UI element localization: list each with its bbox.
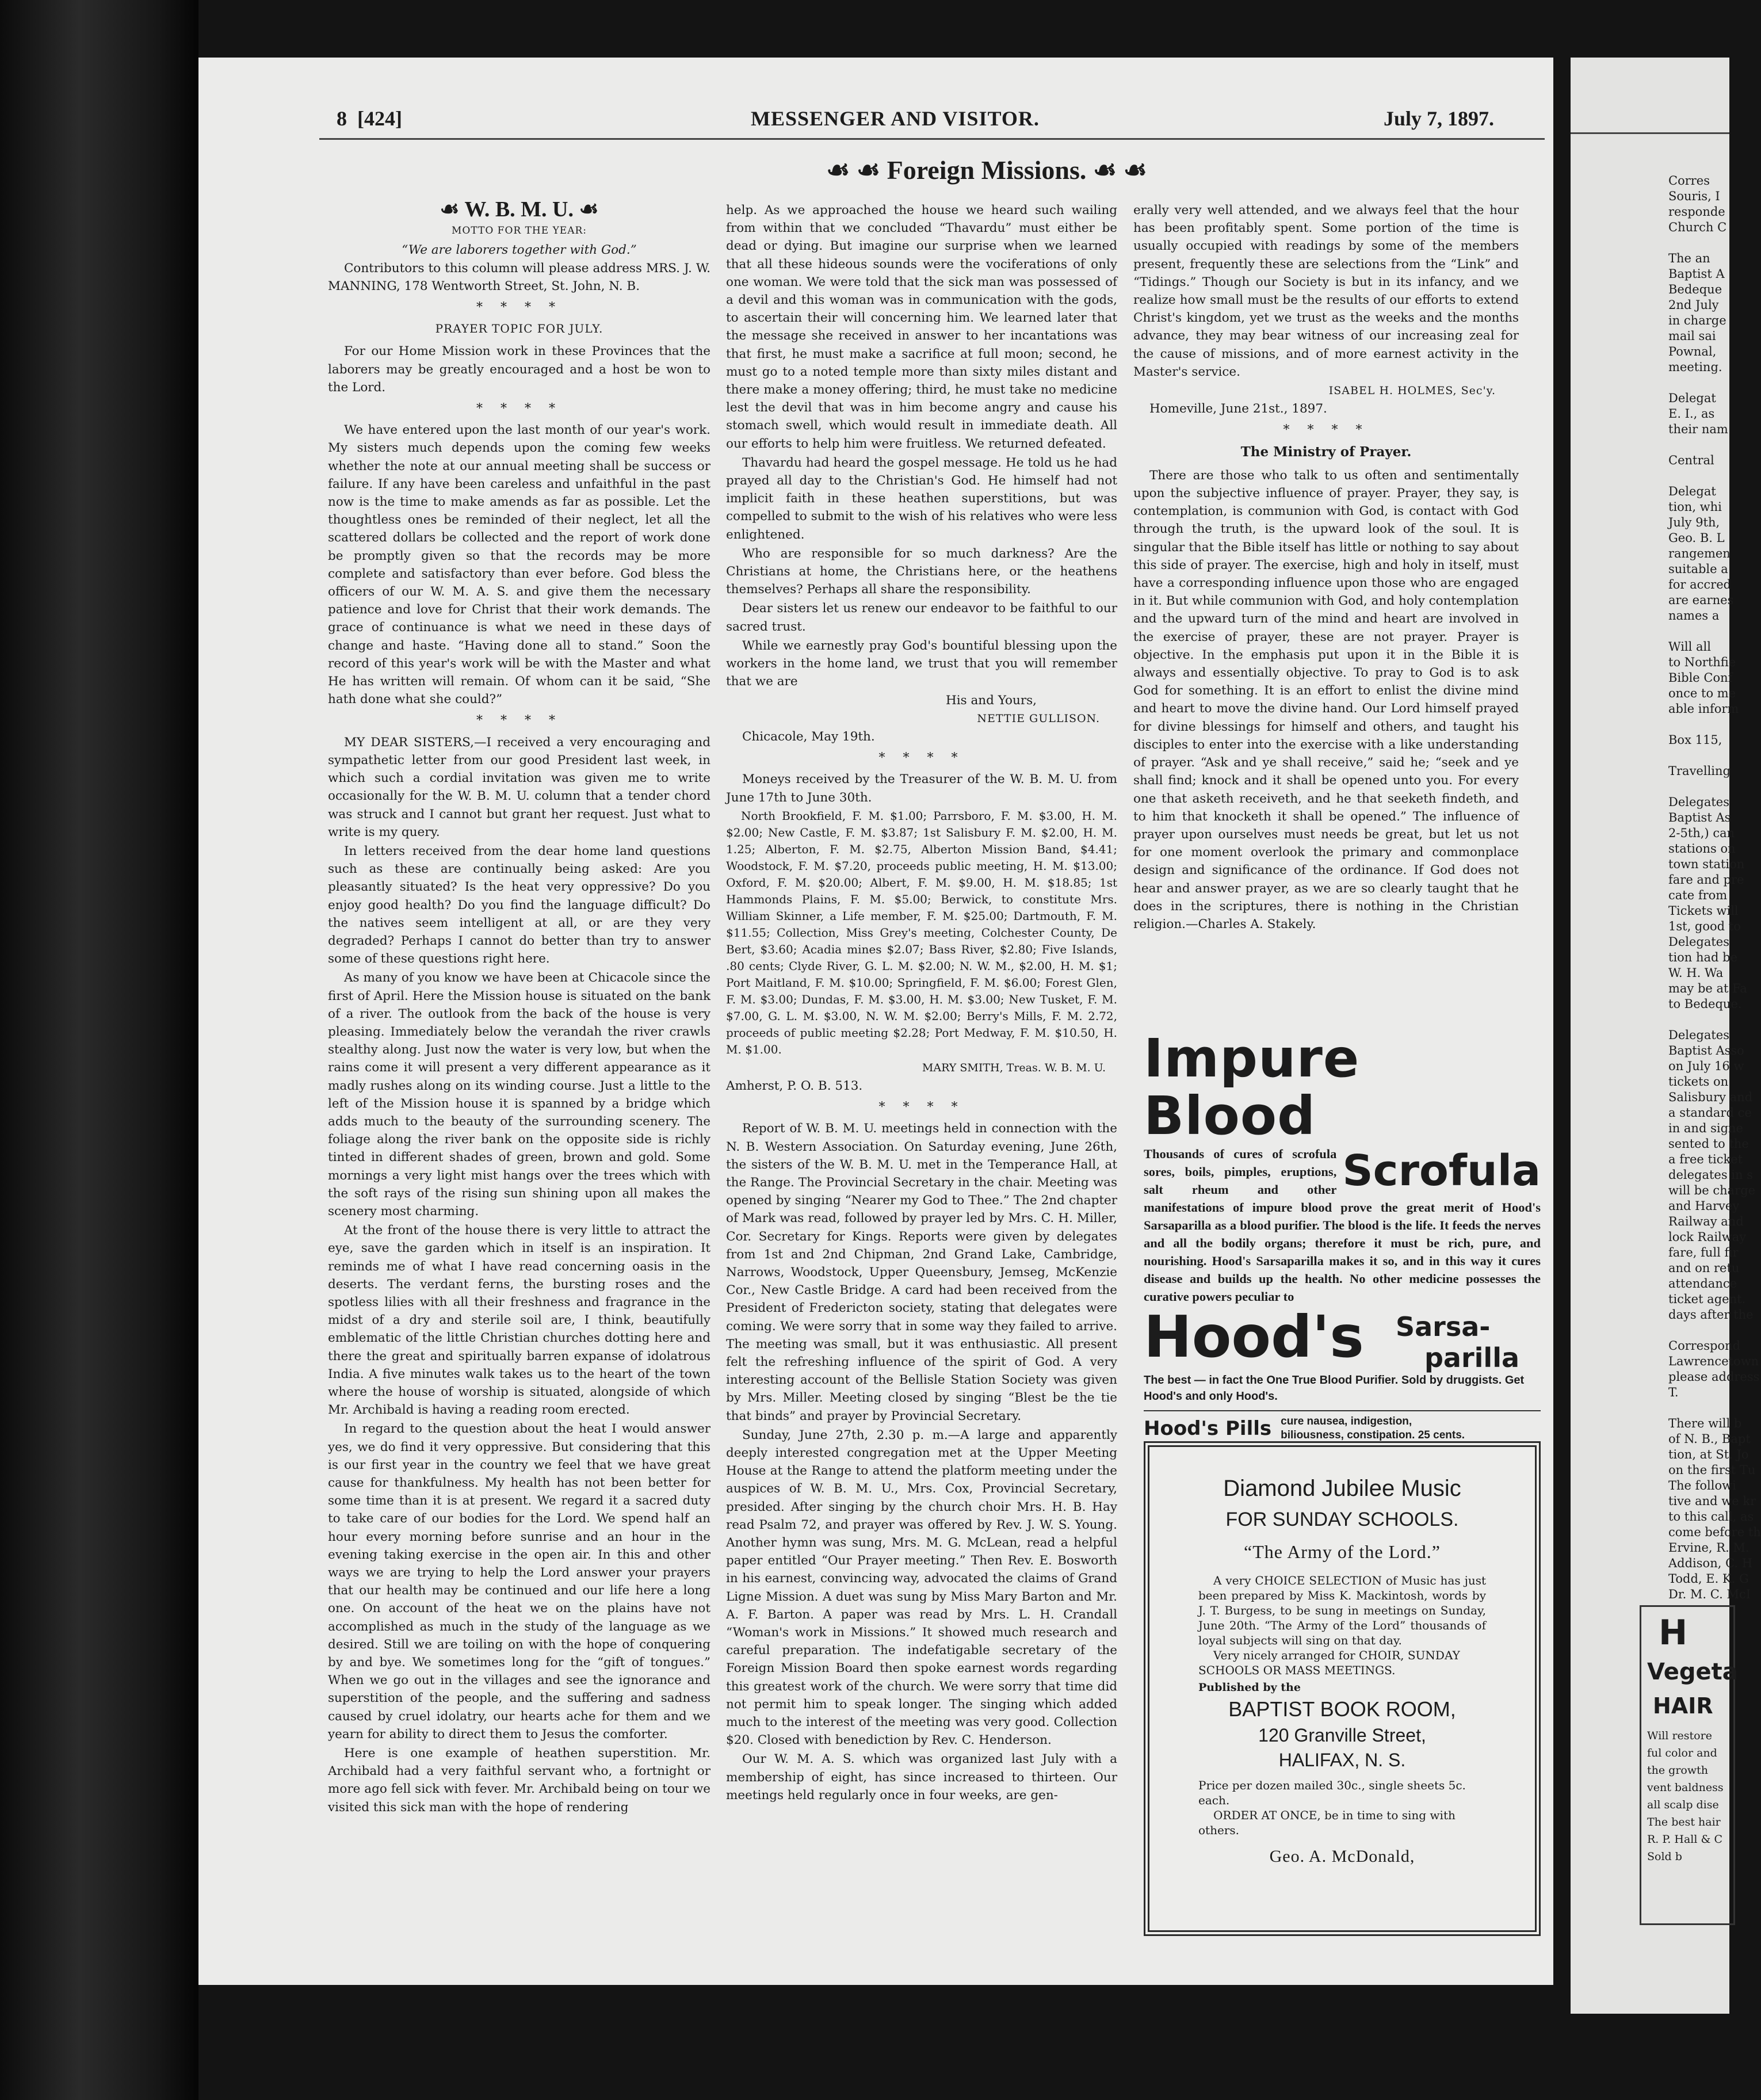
- letter-paragraph: At the front of the house there is very little to attract the eye, save the garden which in itself is an inspiration. It reminds me of what I have read concerning oasis in the deserts. The verdant ferns, the bursting roses and the spotless lilies with all their freshness and fragrance in the midst of a dry and sterile soil are, I think, beautifully emblematic of the little Christian churches dotting here and there the great and spiritually barren expanse of idolatrous India. A five minutes walk takes us to the heart of the town where the house of worship is situated, alongside of which Mr. Archibald is having a reading room erected.: [328, 1223, 710, 1418]
- motto: “We are laborers together with God.”: [402, 243, 637, 258]
- facing-page-line: E. I., as: [1668, 407, 1715, 421]
- facing-page-line: Delegat: [1668, 391, 1716, 405]
- ad-brand-sub: parilla: [1424, 1342, 1519, 1373]
- letter-paragraph: Here is one example of heathen superstition. Mr. Archibald had a very faithful servant who, a fortnight or more ago fell sick with fever. Mr. Archibald being on tour we visited this sick man with the hope of rendering: [328, 1746, 710, 1815]
- facing-page-line: rangemen: [1668, 547, 1731, 560]
- letter-paragraph: Thavardu had heard the gospel message. He told us he had prayed all day to the Christian's God. He himself had not implicit faith in these heathen superstitions, but was compelled to submit to the wish of his relatives who were less enlightened.: [726, 455, 1117, 542]
- letter-signature: NETTIE GULLISON.: [977, 712, 1100, 725]
- facing-page-line: delegates in s: [1668, 1168, 1753, 1182]
- facing-page-line: and on retu: [1668, 1261, 1740, 1275]
- facing-page-line: Delegat: [1668, 484, 1716, 498]
- facing-page-line: for accred: [1668, 578, 1732, 591]
- facing-page-line: may be at Fa: [1668, 982, 1747, 995]
- ad-pills-text: cure nausea, indigestion, biliousness, constipation. 25 cents.: [1281, 1415, 1465, 1441]
- ad-word: HAIR: [1653, 1693, 1713, 1719]
- facing-page-line: tion, whi: [1668, 500, 1722, 514]
- star-divider: * * * *: [476, 713, 562, 728]
- facing-page-line: Salisbury and: [1668, 1090, 1753, 1104]
- header-rule: [319, 138, 1545, 140]
- facing-page-line: once to me: [1668, 686, 1736, 700]
- facing-page-line: in charge: [1668, 314, 1726, 327]
- page-number: 8 [424]: [337, 107, 402, 130]
- facing-page-line: a free ticket: [1668, 1152, 1743, 1166]
- facing-page-line: Lawrencetown: [1668, 1354, 1759, 1368]
- prayer-topic-heading: PRAYER TOPIC FOR JULY.: [435, 322, 603, 336]
- facing-page-line: Addison, C. H: [1668, 1556, 1753, 1570]
- facing-page-line: Correspond: [1668, 1339, 1741, 1353]
- ornament-right: ☙ ☙: [1092, 155, 1147, 185]
- letter-paragraph: As many of you know we have been at Chicacole since the first of April. Here the Mission house is situated on the bank of a river. The outlook from the back of the house is very pleasing. Immediately below the verandah the river crawls stealthy along. Just now the water is very low, but when the rains come it will present a very different appearance as it madly rushes along on its winding course. Just a little to the left of the Mission house it is spanned by a bridge which adds much to the beauty of the surrounding scenery. The foliage along the river bank on the opposite side is richly tinted in different shades of green, brown and gold. Some mornings a very light mist hangs over the trees which with the soft rays of the rising sun shining upon all makes the scenery most charming.: [328, 971, 710, 1219]
- facing-page-line: to Bedeque.: [1668, 997, 1742, 1011]
- facing-page-line: to Northfie: [1668, 655, 1736, 669]
- letter-paragraph: MY DEAR SISTERS,—I received a very encouraging and sympathetic letter from our good President last week, in which such a cordial invitation was given me to write occasionally for the W. B. M. U. column that a tender chord was struck and I cannot but grant her request. Just what to write is my query.: [328, 735, 710, 839]
- column-3: [1133, 201, 1519, 1156]
- facing-page-line: stations on: [1668, 842, 1736, 856]
- facing-page-ad-line: R. P. Hall & C: [1647, 1833, 1722, 1846]
- facing-page-line: Railway and: [1668, 1215, 1744, 1228]
- ad-order: ORDER AT ONCE, be in time to sing with others.: [1198, 1808, 1456, 1837]
- ad-headline: Impure Blood: [1144, 1028, 1360, 1147]
- facing-page-line: Central: [1668, 453, 1714, 467]
- ad-letter: H: [1659, 1613, 1688, 1653]
- facing-page-line: of N. B., Bapt: [1668, 1432, 1751, 1446]
- ad-published: Published by the: [1198, 1681, 1301, 1694]
- facing-page-line: There will b: [1668, 1416, 1742, 1430]
- facing-page-line: ticket agent.: [1668, 1292, 1746, 1306]
- facing-page-line: Pownal,: [1668, 345, 1717, 358]
- facing-page-line: tive and we kr: [1668, 1494, 1756, 1508]
- ornament-left: ☙ ☙: [826, 155, 881, 185]
- letter-dateline: Chicacole, May 19th.: [742, 729, 875, 744]
- facing-page-line: on July 16 w: [1668, 1059, 1744, 1073]
- star-divider: * * * *: [476, 402, 562, 417]
- facing-page-line: cate from: [1668, 888, 1728, 902]
- ad-body: A very CHOICE SELECTION of Music has just been prepared by Miss K. Mackintosh, words by J. T. Burgess, to be sung in meetings on Sunday, June 20th. “The Army of the Lord” thousands of loyal subjects will sing on that day.: [1198, 1574, 1486, 1647]
- letter-closing: His and Yours,: [945, 693, 1037, 708]
- letter-paragraph: In letters received from the dear home land questions such as these are continually being asked: Are you pleasantly situated? Is the heat very oppressive? Do you enjoy good health? Do you find the language difficult? Do the natives seem intelligent at all, or are they very degraded? Perhaps I cannot do better than try to answer some of these questions right here.: [328, 843, 710, 967]
- facing-page-line: W. H. Wa: [1668, 966, 1724, 980]
- column-2: [726, 201, 1117, 1939]
- star-divider: * * * *: [878, 751, 965, 766]
- section-title: [716, 154, 1257, 185]
- section-title-text: Foreign Missions.: [887, 155, 1087, 185]
- column-1: [328, 198, 710, 1936]
- ad-tagline: The best — in fact the One True Blood Purifier. Sold by druggists. Get Hood's and only Hood's.: [1144, 1374, 1525, 1403]
- ad-quote: “The Army of the Lord.”: [1244, 1541, 1441, 1562]
- facing-page-line: Geo. B. L: [1668, 531, 1725, 545]
- masthead-title: MESSENGER AND VISITOR.: [751, 107, 1040, 130]
- report-paragraph: Sunday, June 27th, 2.30 p. m.—A large and apparently deeply interested congregation met at the Upper Meeting House at the Range to attend the platform meeting under the auspices of W. B. M. U., Mrs. Cox, Provincial Secretary, presided. After singing by the church choir Mrs. H. B. Hay read Psalm 72, and prayer was offered by Rev. J. W. S. Young. Another hymn was sung, Mrs. M. G. McLean, read a helpful paper entitled “Our Prayer meeting.” Then Rev. E. Bosworth in his earnest, convincing way, advocated the claims of Grand Ligne Mission. A duet was sung by Miss Mary Barton and Mr. A. F. Barton. A paper was read by Mrs. L. H. Crandall “Woman's work in Missions.” It showed much research and careful preparation. The indefatigable secretary of the Foreign Mission Board then spoke earnest words regarding this greatest work of the church. We were sorry that time did not permit him to speak longer. The singing which added much to the interest of the meeting was very good. Collection $20. Closed with benediction by Rev. C. Henderson.: [726, 1427, 1117, 1748]
- ad-arranged: Very nicely arranged for CHOIR, SUNDAY SCHOOLS OR MASS MEETINGS.: [1198, 1648, 1460, 1677]
- facing-page-line: please address: [1668, 1370, 1760, 1384]
- facing-page-ad-line: ful color and: [1647, 1747, 1717, 1759]
- facing-page-line: Baptist Asso: [1668, 1044, 1744, 1057]
- ad-brand-block: [1144, 1303, 1541, 1373]
- ad-price: Price per dozen mailed 30c., single sheets 5c. each.: [1198, 1778, 1466, 1807]
- letter-paragraph: help. As we approached the house we heard such wailing from within that we concluded “Thavardu” must either be dead or dying. But imagine our surprise when we learned that all these hideous sounds were the vociferations of only one woman. We were told that the sick man was possessed of a devil and this woman was in communication with the gods, to ascertain their will concerning him. We learned later that the message she received in answer to her incantations was that first, he must make a sacrifice at full moon; second, he must go to a noted temple more than sixty miles distant and there make a money offering; third, he must take no medicine lest the devil that was in him become angry and cause his stomach swell, which would result in immediate death. All our efforts to help him were fruitless. We returned defeated.: [726, 203, 1117, 451]
- facing-page-line: tion had be: [1668, 950, 1738, 964]
- article-paragraph: erally very well attended, and we always feel that the hour has been profitably spent. Some portion of the time is usually occupied with readings by some of the members present, frequently these are selections from the “Link” and “Tidings.” Though our Society is but in its infancy, and we realize how small must be the results of our efforts to extend Christ's kingdom, yet we trust as the weeks and the months advance, they may bear witness of our increasing zeal for the cause of missions, and of more earnest activity in the Master's service.: [1133, 203, 1519, 379]
- report-paragraph: Our W. M. A. S. which was organized last July with a membership of eight, has since increased to thirteen. Our meetings held regularly once in four weeks, are gen-: [726, 1752, 1117, 1803]
- facing-page-line: Souris, I: [1668, 189, 1720, 203]
- facing-page-line: 2-5th,) can: [1668, 826, 1735, 840]
- facing-page-line: July 9th,: [1668, 516, 1720, 529]
- header-rule: [1571, 132, 1729, 134]
- ad-city: HALIFAX, N. S.: [1278, 1750, 1406, 1770]
- facing-page-line: Delegates: [1668, 935, 1730, 949]
- facing-page-line: Box 115,: [1668, 733, 1722, 747]
- facing-page-ad-line: Will restore: [1647, 1729, 1712, 1742]
- facing-page-ad-line: all scalp dise: [1647, 1799, 1719, 1811]
- facing-page-ad-line: Sold b: [1647, 1850, 1682, 1863]
- motto-label: MOTTO FOR THE YEAR:: [451, 225, 587, 237]
- treasurer-signature: MARY SMITH, Treas. W. B. M. U.: [922, 1061, 1106, 1074]
- facing-page-line: meeting.: [1668, 360, 1722, 374]
- star-divider: * * * *: [476, 300, 562, 315]
- ad-word: Vegeta: [1647, 1659, 1738, 1685]
- report-paragraph: Report of W. B. M. U. meetings held in connection with the N. B. Western Association. On Saturday evening, June 26th, the sisters of the W. B. M. U. met in the Temperance Hall, at the Range. The Provincial Secretary in the chair. Meeting was opened by singing “Nearer my God to Thee.” The 2nd chapter of Mark was read, followed by prayer led by Mrs. C. H. Miller, Cor. Secretary for Kings. Reports were given by delegates from 1st and 2nd Chipman, 2nd Grand Lake, Cambridge, Narrows, Woodstock, Upper Queensbury, Jemseg, McKenzie Cor., New Castle Bridge. A card had been received from the President of Fredericton society, stating that delegates were coming. We were sorry that in some way they failed to arrive. The meeting was small, but it was enthusiastic. All present felt the refreshing influence of the spirit of God. A very interesting account of the Bellisle Station Society was given by Mrs. Miller. Meeting closed by singing “Blest be the tie that binds” and prayer by Provincial Secretary.: [726, 1121, 1117, 1423]
- facing-page-line: Baptist A: [1668, 267, 1725, 281]
- facing-page-line: names a: [1668, 609, 1720, 623]
- ministry-heading: The Ministry of Prayer.: [1240, 444, 1412, 460]
- facing-page-ad-line: The best hair: [1647, 1816, 1721, 1828]
- facing-page-line: tion, at St. Jo: [1668, 1448, 1749, 1461]
- facing-page-line: town station: [1668, 857, 1745, 871]
- facing-page-line: days after the: [1668, 1308, 1754, 1322]
- society-dateline: Homeville, June 21st., 1897.: [1149, 402, 1327, 417]
- star-divider: * * * *: [1283, 423, 1369, 438]
- hoods-sarsaparilla-ad: [1144, 1028, 1541, 1441]
- moneys-intro: Moneys received by the Treasurer of the W. B. M. U. from June 17th to June 30th.: [726, 772, 1117, 805]
- ad-subtitle: FOR SUNDAY SCHOOLS.: [1225, 1509, 1459, 1530]
- facing-page-line: Ervine, R. M.: [1668, 1541, 1749, 1555]
- ad-title: Diamond Jubilee Music: [1223, 1476, 1461, 1501]
- facing-page-line: suitable a: [1668, 562, 1728, 576]
- treasurer-address: Amherst, P. O. B. 513.: [726, 1078, 863, 1093]
- star-divider: * * * *: [878, 1100, 965, 1115]
- diamond-jubilee-music-ad: [1144, 1441, 1541, 1936]
- facing-page-line: The followi: [1668, 1479, 1736, 1492]
- facing-page-line: Tickets will: [1668, 904, 1739, 918]
- facing-page-line: mail sai: [1668, 329, 1716, 343]
- facing-page-line: Delegates: [1668, 795, 1730, 809]
- letter-paragraph: While we earnestly pray God's bountiful blessing upon the workers in the home land, we trust that you will remember that we are: [726, 638, 1117, 689]
- facing-page-line: Church C: [1668, 220, 1727, 234]
- facing-page-line: responde: [1668, 205, 1725, 219]
- facing-page: [1571, 58, 1761, 2014]
- society-signature: ISABEL H. HOLMES, Sec'y.: [1328, 384, 1496, 398]
- facing-page-line: T.: [1668, 1385, 1679, 1399]
- facing-page-line: lock Railway: [1668, 1230, 1747, 1244]
- ad-body: Thousands of cures of scrofula sores, boils, pimples, eruptions, salt rheum and other manifestations of impure blood prove the great merit of Hood's Sarsaparilla as a blood purifier. The blood is the life. It feeds the nerves and all the bodily organs; therefore it must be rich, pure, and nourishing. Hood's Sarsaparilla makes it so, and in this way it cures disease and builds up the health. No other medicine possesses the curative powers peculiar to: [1144, 1147, 1541, 1304]
- facing-page-line: on the first Tu: [1668, 1463, 1756, 1477]
- facing-page-line: fare, full fir: [1668, 1246, 1739, 1259]
- facing-page-line: Delegates: [1668, 1028, 1730, 1042]
- facing-page-line: Travelling: [1668, 764, 1731, 778]
- facing-page-line: come before th: [1668, 1525, 1761, 1539]
- facing-page-line: in and signe: [1668, 1121, 1743, 1135]
- ad-subheadline: Scrofula: [1342, 1146, 1541, 1196]
- facing-page-ad: [1640, 1605, 1738, 1925]
- letter-paragraph: In regard to the question about the heat I would answer yes, we do find it very oppressive. But considering that this is our first year in the country we feel that we have great cause for thankfulness. My health has not been better for some time than it is at present. We regard it a sacred duty to take care of our bodies for the Lord. We spend half an hour every morning before sunrise and an hour in the evening taking exercise in the open air. In this and other ways we are trying to help the Lord answer your prayers that our health may be continued and our life here a long one. On account of the heat we on the plains have not accomplished as much in the study of the language as we desired. Still we are toiling on with the hope of conquering by and bye. We sometimes long for the “gift of tongues.” When we go out in the villages and see the ignorance and superstition of the people, and the suffering and sadness caused by cruel idolatry, our hearts ache for them and we yearn for ability to direct them to Jesus the comforter.: [328, 1422, 710, 1742]
- facing-page-line: a standard ce: [1668, 1106, 1752, 1120]
- ad-publisher: BAPTIST BOOK ROOM,: [1228, 1697, 1456, 1721]
- issue-date: July 7, 1897.: [1384, 107, 1495, 130]
- facing-page-line: will be charge: [1668, 1183, 1756, 1197]
- contributors-note: Contributors to this column will please address MRS. J. W. MANNING, 178 Wentworth Street, St. John, N. B.: [328, 261, 710, 293]
- ad-signer: Geo. A. McDonald,: [1269, 1847, 1415, 1866]
- facing-page-line: to this call, as: [1668, 1510, 1754, 1524]
- facing-page-line: able inform: [1668, 702, 1739, 716]
- facing-page-line: Bedeque: [1668, 282, 1722, 296]
- facing-page-line: Bible Conf: [1668, 671, 1733, 685]
- prayer-topic-text: For our Home Mission work in these Provinces that the laborers may be greatly encouraged and a host be won to the Lord.: [328, 344, 710, 395]
- facing-page-ad-line: vent baldness: [1647, 1781, 1724, 1794]
- letter-paragraph: Who are responsible for so much darkness? Are the Christians at home, the Christians here, or the heathens themselves? Perhaps all share the responsibility.: [726, 546, 1117, 597]
- ministry-paragraph: There are those who talk to us often and sentimentally upon the subjective influence of prayer. Prayer, they say, is contemplation, is communion with God, is contact with God through the truth, is the upward look of the soul. It is singular that the Bible itself has little or nothing to say about this side of prayer. The exercise, high and holy in itself, must have a corresponding influence upon those who are engaged in it. But while communion with God, and holy contemplation and the upward turn of the mind and heart are involved in the exercise of prayer, these are not prayer. Prayer is objective. In the emphasis put upon it in the Bible it is always and essentially objective. To pray to God is to ask God for something. It is an effort to enlist the divine mind and heart to move the divine hand. Our Lord himself prayed for divine blessings for himself and others, and taught his disciples to enter into the exercise with a like understanding of prayer. “Ask and ye shall receive,” said he; “seek and ye shall find; knock and it shall be opened unto you. For every one that asketh receiveth, and he that seeketh findeth, and to him that knocketh it shall be opened.” The influence of prayer upon ourselves must needs be great, but let us not for one moment overlook the primary and commonplace design and significance of the ordinance. If God does not hear and answer prayer, as we are so clearly taught that he does in the scriptures, there is nothing in the Christian religion.—Charles A. Stakely.: [1133, 468, 1519, 931]
- newspaper-page: [198, 58, 1553, 1985]
- facing-page-line: tickets on: [1668, 1075, 1729, 1089]
- facing-page-line: Corres: [1668, 174, 1710, 188]
- facing-page-line: 1st, good to: [1668, 919, 1741, 933]
- facing-page-line: Todd, E. K. G: [1668, 1572, 1749, 1586]
- letter-paragraph: Dear sisters let us renew our endeavor to be faithful to our sacred trust.: [726, 601, 1117, 634]
- facing-page-line: fare and pre: [1668, 873, 1744, 887]
- facing-page-ad-line: the growth: [1647, 1764, 1708, 1777]
- ad-pills-name: Hood's Pills: [1144, 1417, 1272, 1440]
- ad-brand: Hood's: [1144, 1303, 1364, 1370]
- wbmu-heading: ☙ W. B. M. U. ☙: [440, 197, 599, 222]
- facing-page-line: are earnes: [1668, 593, 1734, 607]
- facing-page-line: The an: [1668, 251, 1710, 265]
- article-paragraph: We have entered upon the last month of our year's work. My sisters much depends upon the coming few weeks whether the note at our annual meeting shall be success or failure. If any have been careless and unfaithful in the past now is the time to make amends as far as possible. Let the thoughtless ones be reminded of their neglect, let all the scattered dollars be collected and the report of work done be promptly given so that the records may be more complete and satisfactory than ever before. God bless the officers of our W. M. A. S. and give them the necessary patience and love for Christ that their work demands. The grace of continuance is what we need in these days of change and haste. “Having done all to stand.” Soon the record of this year's work will be with the Master and what He has written will remain. Of whom can it be said, “She hath done what she could?”: [328, 423, 710, 707]
- facing-page-line: attendance: [1668, 1277, 1737, 1290]
- ad-brand-sub: Sarsa-: [1396, 1311, 1491, 1342]
- ad-address: 120 Granville Street,: [1258, 1725, 1426, 1746]
- facing-page-line: Will all: [1668, 640, 1711, 654]
- book-spine: [0, 0, 198, 2100]
- facing-page-line: their nam: [1668, 422, 1728, 436]
- facing-page-line: and Harvey: [1668, 1199, 1740, 1213]
- facing-page-line: sented to the: [1668, 1137, 1749, 1151]
- facing-page-line: Dr. M. C. McI: [1668, 1587, 1751, 1601]
- moneys-list: North Brookfield, F. M. $1.00; Parrsboro, F. M. $3.00, H. M. $2.00; New Castle, F. M. $3.87; 1st Salisbury F. M. $2.00, H. M. 1.25; Alberton, F. M. $2.75, Alberton Mission Band, $4.41; Woodstock, F. M. $7.20, proceeds public meeting, H. M. $13.00; Oxford, F. M. $20.00; Albert, F. M. $9.00, H. M. $18.85; 1st Hammonds Plains, F. M. $5.00; Berwick, to constitute Mrs. William Skinner, a Life member, F. M. $25.00; Dartmouth, F. M. $11.55; Collection, Miss Grey's meeting, Colchester County, De Bert, $3.60; Acadia mines $2.07; Bass River, $2.80; Five Islands, .80 cents; Clyde River, G. L. M. $2.00; N. W. M., $2.00, H. M. $1; Port Maitland, F. M. $10.00; Springfield, F. M. $6.00; Forest Glen, F. M. $3.00; Dundas, F. M. $3.00, H. M. $3.00; New Tusket, F. M. $7.00, G. L. M. $3.00, N. W. M. $2.00; Berry's Mills, F. M. 2.72, proceeds of public meeting $2.28; Port Medway, F. M. $10.50, H. M. $1.00.: [726, 808, 1117, 1056]
- facing-page-line: 2nd July: [1668, 298, 1719, 312]
- facing-page-line: Baptist As: [1668, 811, 1731, 824]
